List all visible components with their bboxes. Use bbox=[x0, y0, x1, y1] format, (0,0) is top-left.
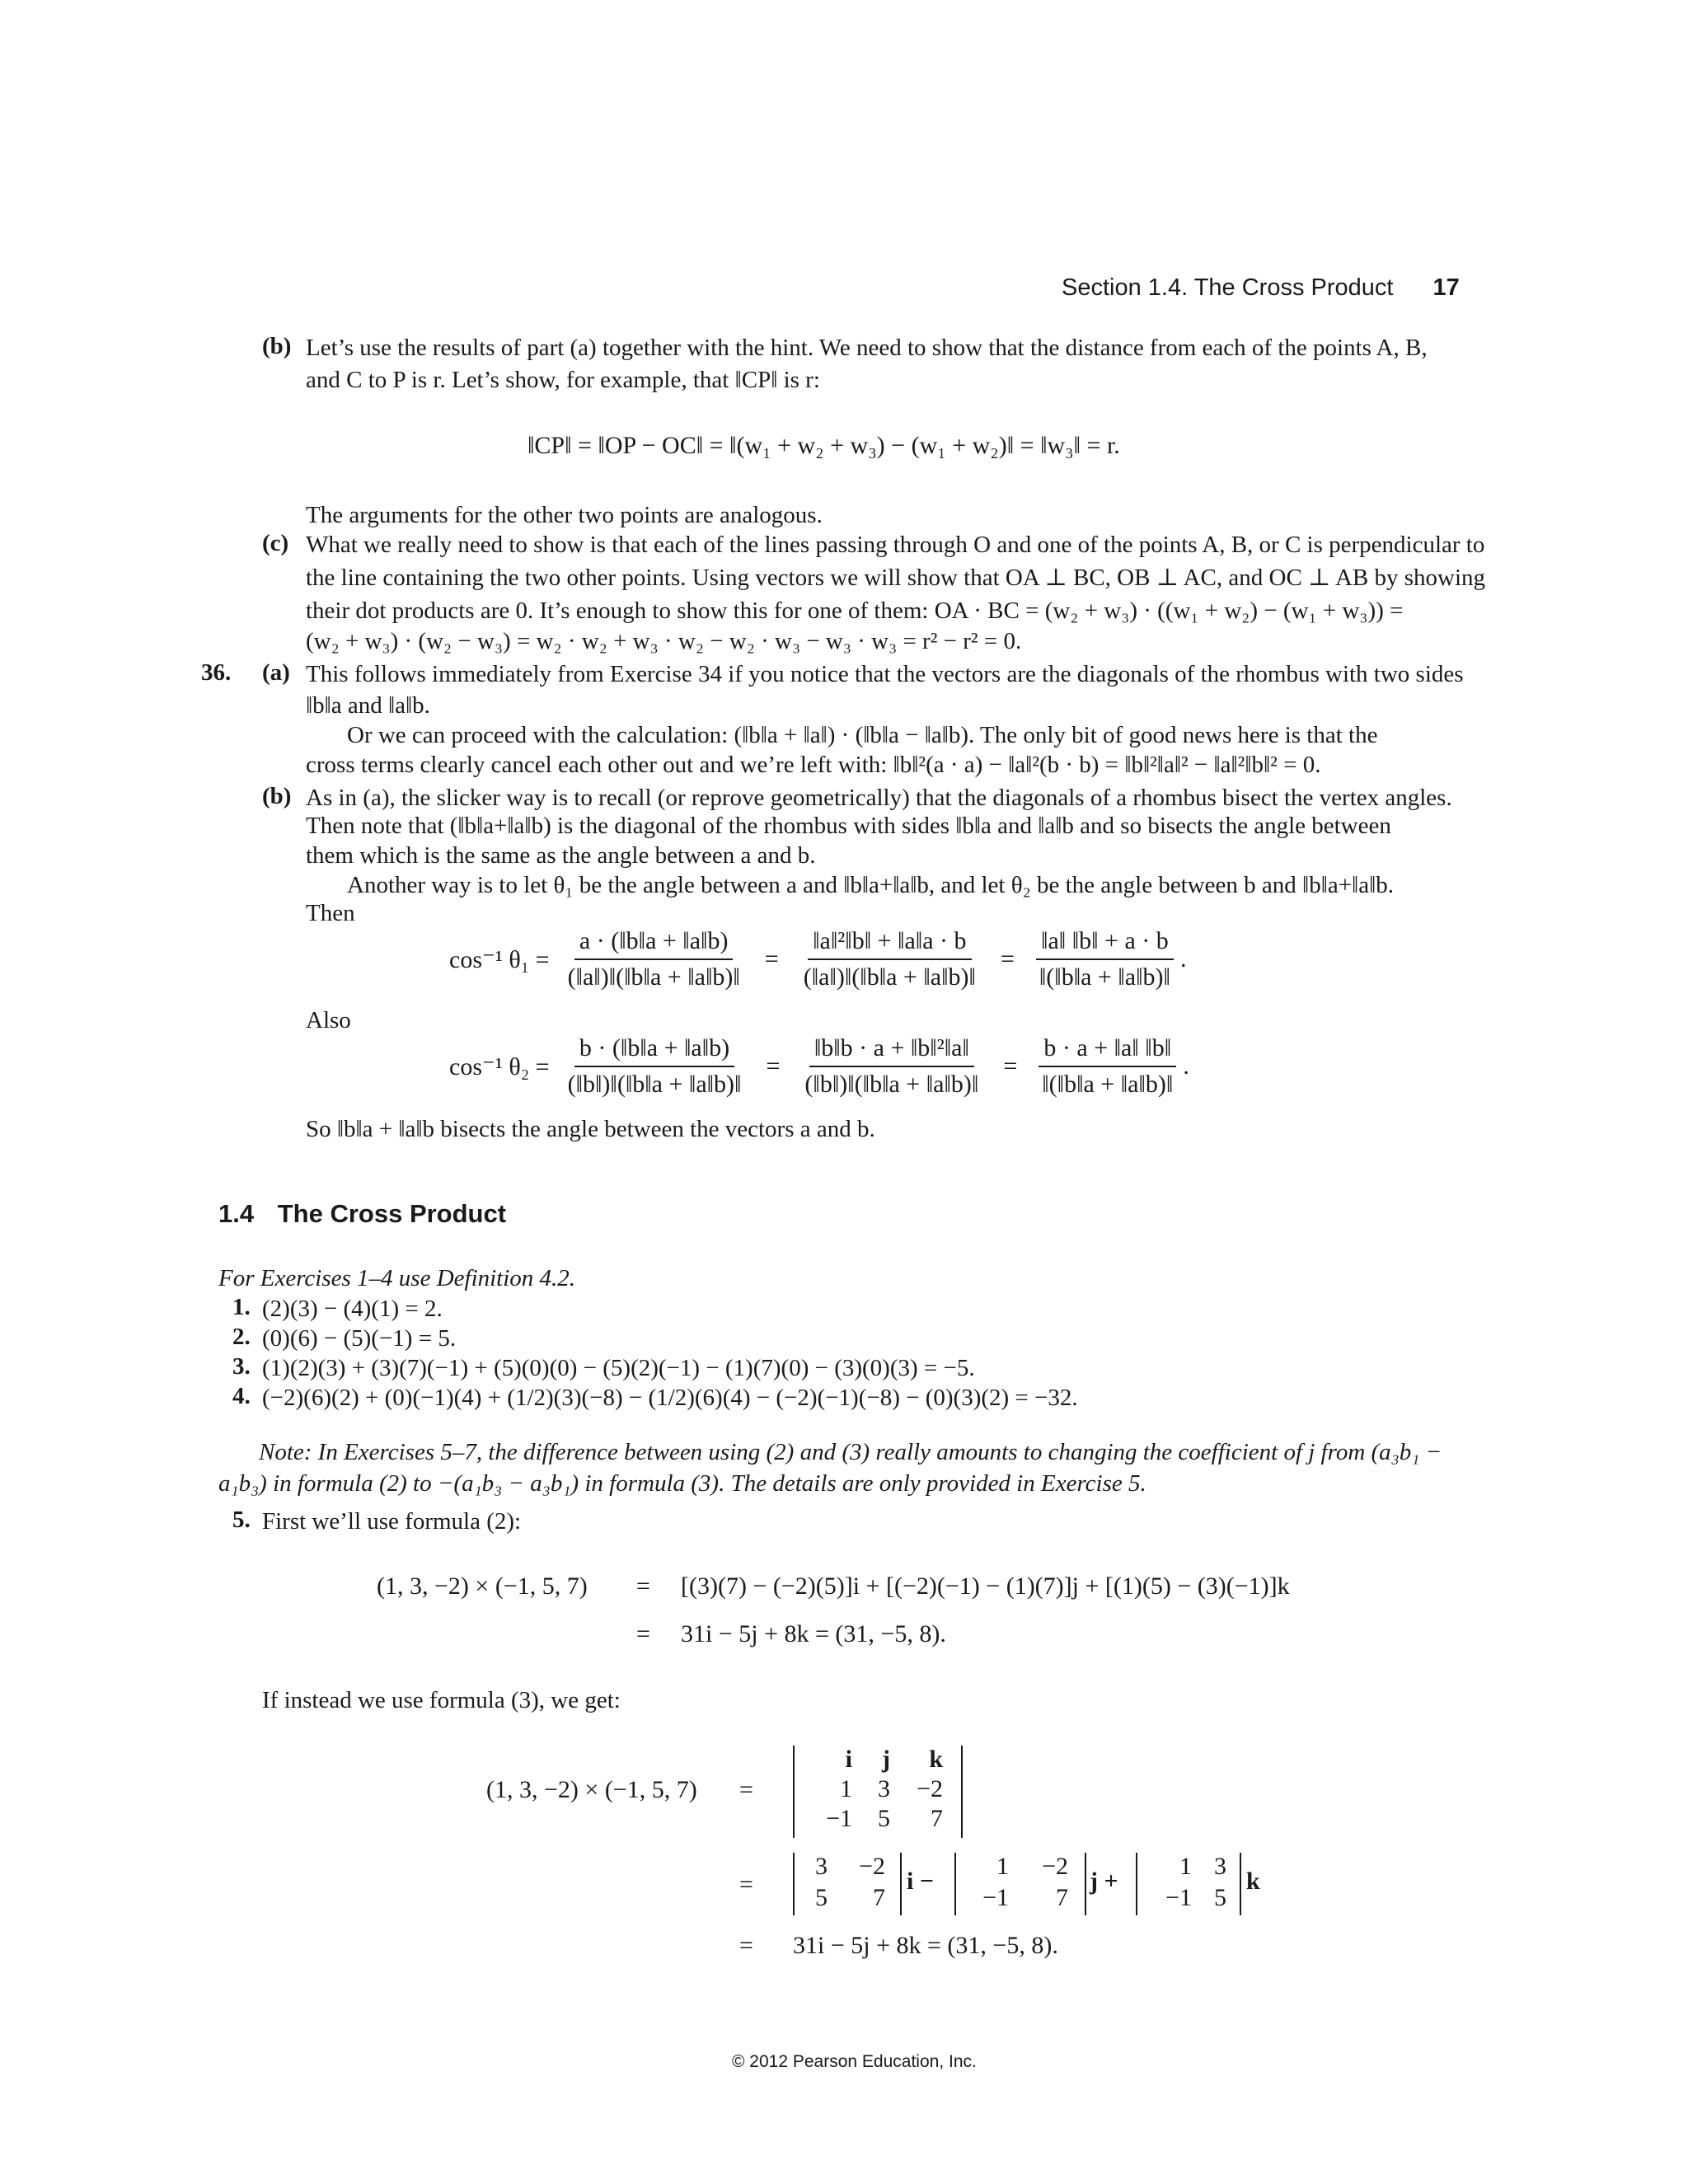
ex36-number: 36. bbox=[201, 659, 232, 686]
header-page-number: 17 bbox=[1432, 274, 1460, 301]
equals-sign: = bbox=[739, 1932, 753, 1959]
minor-k-determinant bbox=[1136, 1853, 1241, 1915]
det-cell: 1 bbox=[1179, 1853, 1192, 1880]
det-cell: 3 bbox=[815, 1853, 828, 1880]
ex35-c-line2: the line containing the two other points. Using vectors we will show that OA ⊥ BC, OB ⊥ AC, and OC ⊥ AB by showing bbox=[306, 565, 1486, 591]
period: . bbox=[1179, 945, 1187, 972]
exercise-answer: (1)(2)(3) + (3)(7)(−1) + (5)(0)(0) − (5)(2)(−1) − (1)(7)(0) − (3)(0)(3) = −5. bbox=[262, 1355, 975, 1381]
basis-i-minus: i − bbox=[907, 1868, 934, 1895]
exercise-number: 5. bbox=[232, 1507, 251, 1533]
exercise-answer: (−2)(6)(2) + (0)(−1)(4) + (1/2)(3)(−8) − (1/2)(6)(4) − (−2)(−1)(−8) − (0)(3)(2) = −32. bbox=[262, 1385, 1078, 1411]
fraction-numerator: a · (‖b‖a + ‖a‖b) bbox=[574, 927, 734, 960]
ex36-b-line1: As in (a), the slicker way is to recall (or reprove geometrically) that the diagonals of a rhombus bisect the vertex angles. bbox=[306, 785, 1452, 811]
ex36-a-label: (a) bbox=[262, 659, 290, 686]
equation-theta2 bbox=[449, 1034, 1189, 1099]
det-cell: −1 bbox=[826, 1805, 852, 1832]
minor-i-determinant bbox=[793, 1853, 902, 1915]
exercise-number: 1. bbox=[232, 1294, 251, 1320]
exercise-answer: (0)(6) − (5)(−1) = 5. bbox=[262, 1325, 457, 1352]
det-cell: 7 bbox=[931, 1805, 943, 1832]
ex5-eq1-rhs2: 31i − 5j + 8k = (31, −5, 8). bbox=[681, 1620, 946, 1647]
ex36-conclusion: So ‖b‖a + ‖a‖b bisects the angle between the vectors a and b. bbox=[306, 1116, 875, 1142]
det-cell: 7 bbox=[873, 1884, 885, 1911]
basis-j-plus: j + bbox=[1090, 1868, 1118, 1895]
exercise-answer: (2)(3) − (4)(1) = 2. bbox=[262, 1296, 443, 1322]
exercise-number: 4. bbox=[232, 1383, 251, 1409]
ex35-b-label: (b) bbox=[262, 333, 292, 359]
det-cell: −1 bbox=[1165, 1884, 1192, 1911]
det-cell: −1 bbox=[982, 1884, 1009, 1911]
equals-sign: = bbox=[1000, 945, 1015, 972]
equals-sign: = bbox=[739, 1776, 753, 1803]
det-cell: 7 bbox=[1056, 1884, 1068, 1911]
ex36-b-label: (b) bbox=[262, 783, 292, 809]
fraction bbox=[563, 1034, 747, 1099]
ex35-c-line1: What we really need to show is that each of the lines passing through O and one of the points A, B, or C is perpendicular to bbox=[306, 532, 1485, 558]
equals-sign: = bbox=[766, 1052, 781, 1080]
running-header bbox=[1062, 274, 1460, 302]
fraction bbox=[1037, 1034, 1178, 1099]
ex35-b-equation: ‖CP‖ = ‖OP − OC‖ = ‖(w₁ + w₂ + w₃) − (w₁ + w₂)‖ = ‖w₃‖ = r. bbox=[528, 432, 1120, 459]
det-cell: 1 bbox=[996, 1853, 1009, 1880]
equation-theta1 bbox=[449, 927, 1186, 991]
section-intro: For Exercises 1–4 use Definition 4.2. bbox=[218, 1265, 576, 1291]
section-heading bbox=[218, 1199, 506, 1229]
minor-j-determinant bbox=[954, 1853, 1086, 1915]
det-cell: 3 bbox=[878, 1775, 890, 1802]
header-section: Section 1.4. The Cross Product bbox=[1062, 274, 1394, 301]
fraction-denominator: (‖a‖)‖(‖b‖a + ‖a‖b)‖ bbox=[567, 963, 740, 991]
fraction-numerator: ‖b‖b · a + ‖b‖²‖a‖ bbox=[809, 1034, 974, 1067]
ex5-text2: If instead we use formula (3), we get: bbox=[262, 1687, 621, 1713]
determinant-3x3 bbox=[793, 1746, 963, 1838]
ex5-eq1-lhs: (1, 3, −2) × (−1, 5, 7) bbox=[377, 1572, 588, 1600]
det-cell: k bbox=[929, 1746, 943, 1773]
fraction-numerator: ‖a‖ ‖b‖ + a · b bbox=[1036, 927, 1174, 960]
ex35-b-line3: The arguments for the other two points are analogous. bbox=[306, 502, 823, 528]
exercise-number: 3. bbox=[232, 1353, 251, 1380]
equation-theta2-lhs: cos⁻¹ θ₂ = bbox=[449, 1052, 550, 1080]
det-cell: −2 bbox=[859, 1853, 885, 1880]
fraction bbox=[799, 927, 981, 991]
fraction-numerator: ‖a‖²‖b‖ + ‖a‖a · b bbox=[808, 927, 971, 960]
section-heading-number: 1.4 bbox=[218, 1199, 255, 1228]
det-cell: 3 bbox=[1214, 1853, 1226, 1880]
fraction-denominator: (‖b‖)‖(‖b‖a + ‖a‖b)‖ bbox=[567, 1071, 742, 1098]
fraction bbox=[563, 927, 745, 991]
equation-theta1-lhs: cos⁻¹ θ₁ = bbox=[449, 945, 550, 973]
ex36-a-line3: Or we can proceed with the calculation: (‖b‖a + ‖a‖) · (‖b‖a − ‖a‖b). The only bit of good news here is that the bbox=[347, 722, 1378, 748]
ex5-eq2-result: 31i − 5j + 8k = (31, −5, 8). bbox=[793, 1932, 1058, 1959]
ex36-a-line4: cross terms clearly cancel each other out and we’re left with: ‖b‖²(a · a) − ‖a‖²(b · b) = ‖b‖²‖a‖² − ‖a‖²‖b‖² = 0. bbox=[306, 752, 1321, 778]
ex5-eq2-lhs: (1, 3, −2) × (−1, 5, 7) bbox=[486, 1776, 697, 1803]
ex36-a-line2: ‖b‖a and ‖a‖b. bbox=[306, 692, 430, 719]
ex35-b-line1: Let’s use the results of part (a) together with the hint. We need to show that the distance from each of the points A, B, bbox=[306, 335, 1428, 361]
det-cell: 5 bbox=[878, 1805, 890, 1832]
fraction-denominator: (‖a‖)‖(‖b‖a + ‖a‖b)‖ bbox=[803, 963, 976, 991]
exercise-number: 2. bbox=[232, 1324, 251, 1350]
det-cell: 5 bbox=[815, 1884, 828, 1911]
ex36-a-line1: This follows immediately from Exercise 34 if you notice that the vectors are the diagonals of the rhombus with two sides bbox=[306, 661, 1464, 687]
fraction-numerator: b · a + ‖a‖ ‖b‖ bbox=[1039, 1034, 1176, 1067]
ex35-c-line3: their dot products are 0. It’s enough to show this for one of them: OA · BC = (w₂ + w₃) · ((w₁ + w₂) − (w₁ + w₃)) = bbox=[306, 598, 1404, 624]
ex36-b-line5: Then bbox=[306, 900, 355, 926]
fraction-denominator: (‖b‖)‖(‖b‖a + ‖a‖b)‖ bbox=[804, 1071, 979, 1098]
ex35-c-label: (c) bbox=[262, 530, 289, 556]
basis-k: k bbox=[1246, 1868, 1260, 1895]
det-cell: −2 bbox=[1042, 1853, 1068, 1880]
fraction bbox=[799, 1034, 983, 1099]
det-cell: 1 bbox=[840, 1775, 852, 1802]
section-heading-title: The Cross Product bbox=[277, 1199, 507, 1228]
det-cell: j bbox=[882, 1746, 890, 1773]
ex36-b-line2: Then note that (‖b‖a+‖a‖b) is the diagonal of the rhombus with sides ‖b‖a and ‖a‖b and so bisects the angle between bbox=[306, 813, 1391, 839]
note-line2: a₁b₃) in formula (2) to −(a₁b₃ − a₃b₁) in formula (3). The details are only provided in Exercise 5. bbox=[218, 1470, 1146, 1497]
fraction-numerator: b · (‖b‖a + ‖a‖b) bbox=[574, 1034, 734, 1067]
ex5-text: First we’ll use formula (2): bbox=[262, 1508, 522, 1535]
copyright-footer: © 2012 Pearson Education, Inc. bbox=[732, 2052, 977, 2071]
period: . bbox=[1183, 1052, 1189, 1080]
det-cell: i bbox=[845, 1746, 852, 1773]
fraction-denominator: ‖(‖b‖a + ‖a‖b)‖ bbox=[1039, 963, 1170, 991]
equals-sign: = bbox=[636, 1572, 650, 1600]
ex35-b-line2: and C to P is r. Let’s show, for example, that ‖CP‖ is r: bbox=[306, 367, 820, 393]
note-line1: Note: In Exercises 5–7, the difference between using (2) and (3) really amounts to changing the coefficient of j from (a₃b₁ − bbox=[259, 1439, 1442, 1465]
ex36-b-line3: them which is the same as the angle between a and b. bbox=[306, 842, 816, 869]
fraction-denominator: ‖(‖b‖a + ‖a‖b)‖ bbox=[1042, 1071, 1174, 1098]
ex5-eq1-rhs1: [(3)(7) − (−2)(5)]i + [(−2)(−1) − (1)(7)]j + [(1)(5) − (3)(−1)]k bbox=[681, 1572, 1290, 1600]
det-cell: −2 bbox=[917, 1775, 943, 1802]
ex35-c-line4: (w₂ + w₃) · (w₂ − w₃) = w₂ · w₂ + w₃ · w₂ − w₂ · w₃ − w₃ · w₃ = r² − r² = 0. bbox=[306, 628, 1022, 654]
det-cell: 5 bbox=[1214, 1884, 1226, 1911]
ex36-b-line4: Another way is to let θ₁ be the angle between a and ‖b‖a+‖a‖b, and let θ₂ be the angle between b and ‖b‖a+‖a‖b. bbox=[347, 872, 1394, 898]
equals-sign: = bbox=[764, 945, 779, 972]
equals-sign: = bbox=[1003, 1052, 1018, 1080]
equals-sign: = bbox=[636, 1620, 650, 1647]
equals-sign: = bbox=[739, 1871, 753, 1898]
also-text: Also bbox=[306, 1007, 351, 1033]
fraction bbox=[1034, 927, 1175, 991]
